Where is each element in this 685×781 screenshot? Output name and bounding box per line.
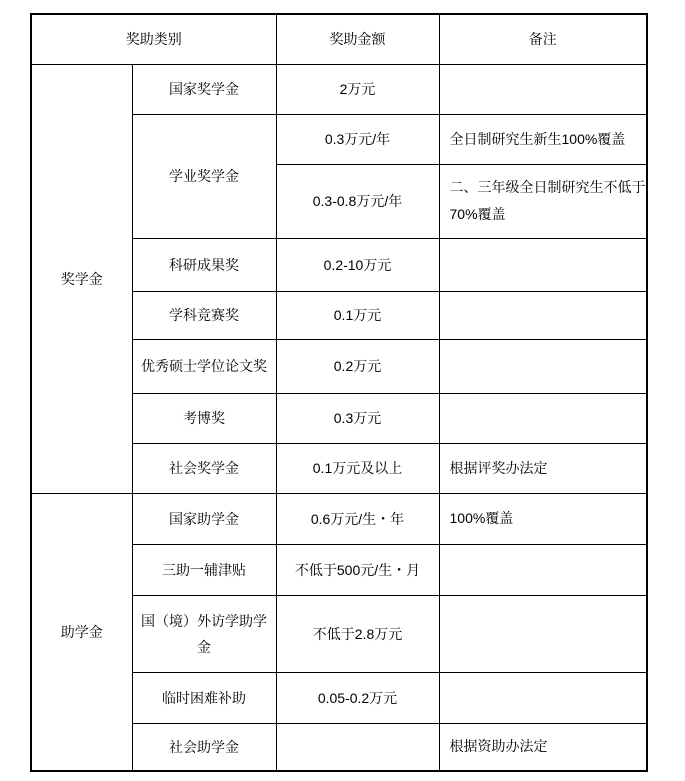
note-value — [439, 291, 647, 339]
amount-value: 0.3万元 — [276, 393, 439, 443]
item-name: 考博奖 — [132, 393, 276, 443]
header-amount: 奖助金额 — [276, 14, 439, 64]
amount-value: 不低于2.8万元 — [276, 595, 439, 672]
amount-value: 0.3-0.8万元/年 — [276, 164, 439, 238]
item-name: 社会助学金 — [132, 723, 276, 771]
note-value: 100%覆盖 — [439, 493, 647, 544]
amount-value — [276, 723, 439, 771]
table-row — [31, 64, 647, 114]
amount-value: 0.2万元 — [276, 339, 439, 393]
amount-value: 0.2-10万元 — [276, 238, 439, 291]
header-category: 奖助类别 — [31, 14, 276, 64]
item-name: 优秀硕士学位论文奖 — [132, 339, 276, 393]
table-body — [31, 64, 647, 771]
note-value — [439, 595, 647, 672]
item-name: 临时困难补助 — [132, 672, 276, 723]
note-value — [439, 393, 647, 443]
amount-value: 0.1万元 — [276, 291, 439, 339]
table-row — [31, 493, 647, 544]
note-value: 二、三年级全日制研究生不低于70%覆盖 — [439, 164, 647, 238]
item-name: 三助一辅津贴 — [132, 544, 276, 595]
amount-value: 2万元 — [276, 64, 439, 114]
amount-value: 0.05-0.2万元 — [276, 672, 439, 723]
note-value: 全日制研究生新生100%覆盖 — [439, 114, 647, 164]
group-label-grant: 助学金 — [31, 493, 132, 771]
note-value — [439, 672, 647, 723]
header-row — [31, 14, 647, 64]
item-name: 学业奖学金 — [132, 114, 276, 238]
amount-value: 0.1万元及以上 — [276, 443, 439, 493]
group-label-scholarship: 奖学金 — [31, 64, 132, 493]
item-name: 国（境）外访学助学金 — [132, 595, 276, 672]
header-note: 备注 — [439, 14, 647, 64]
note-value — [439, 339, 647, 393]
note-value: 根据资助办法定 — [439, 723, 647, 771]
table-header — [31, 14, 647, 64]
item-name: 国家助学金 — [132, 493, 276, 544]
amount-value: 0.3万元/年 — [276, 114, 439, 164]
note-value — [439, 544, 647, 595]
item-name: 社会奖学金 — [132, 443, 276, 493]
item-name: 科研成果奖 — [132, 238, 276, 291]
item-name: 国家奖学金 — [132, 64, 276, 114]
scholarship-aid-table — [30, 13, 648, 772]
note-value — [439, 238, 647, 291]
note-value — [439, 64, 647, 114]
note-value: 根据评奖办法定 — [439, 443, 647, 493]
amount-value: 不低于500元/生・月 — [276, 544, 439, 595]
item-name: 学科竞赛奖 — [132, 291, 276, 339]
amount-value: 0.6万元/生・年 — [276, 493, 439, 544]
